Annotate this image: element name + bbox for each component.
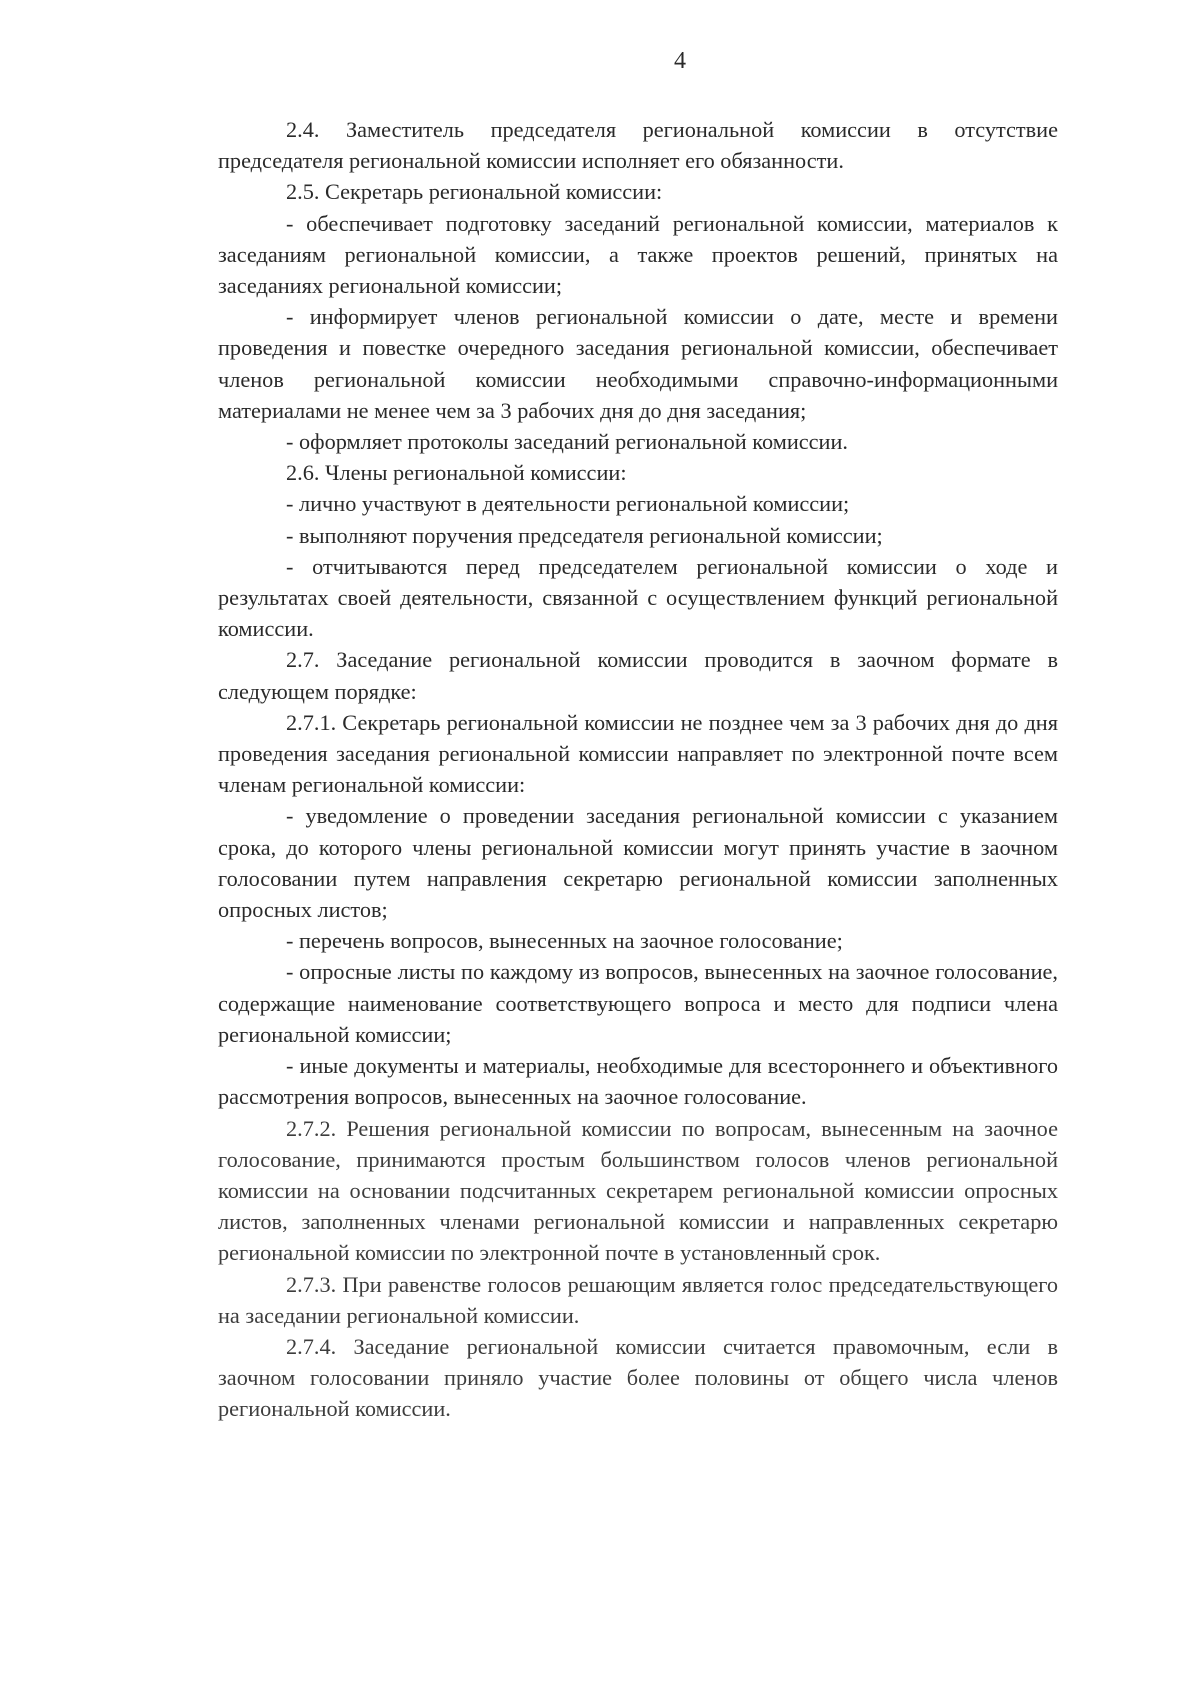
document-body (218, 114, 1058, 1425)
paragraph-2-7-1-item-1: - уведомление о проведении заседания региональной комиссии с указанием срока, до которого члены региональной комиссии могут принять участие в заочном голосовании путем направления секретарю региональной комиссии заполненных опросных листов; (218, 803, 1058, 923)
paragraph-2-6-item-3: - отчитываются перед председателем региональной комиссии о ходе и результатах своей деятельности, связанной с осуществлением функций региональной комиссии. (218, 553, 1058, 642)
page-number: 4 (674, 48, 686, 74)
paragraph-2-4: 2.4. Заместитель председателя региональной комиссии в отсутствие председателя региональной комиссии исполняет его обязанности. (218, 117, 1058, 174)
paragraph-2-7-1-item-2: - перечень вопросов, вынесенных на заочное голосование; (286, 928, 843, 954)
paragraph-2-7-1-item-3: - опросные листы по каждому из вопросов, вынесенных на заочное голосование, содержащие наименование соответствующего вопроса и место для подписи члена региональной комиссии; (218, 959, 1058, 1047)
paragraph-2-7-1-item-4: - иные документы и материалы, необходимые для всестороннего и объективного рассмотрения вопросов, вынесенных на заочное голосование. (218, 1053, 1058, 1110)
paragraph-2-6: 2.6. Члены региональной комиссии: (286, 460, 627, 486)
paragraph-2-5: 2.5. Секретарь региональной комиссии: (286, 179, 663, 205)
paragraph-2-7-1: 2.7.1. Секретарь региональной комиссии не позднее чем за 3 рабочих дня до дня проведения заседания региональной комиссии направляет по электронной почте всем членам региональной комиссии: (218, 709, 1058, 798)
paragraph-2-6-item-2: - выполняют поручения председателя региональной комиссии; (286, 522, 883, 548)
paragraph-2-7-3: 2.7.3. При равенстве голосов решающим является голос председательствующего на заседании региональной комиссии. (218, 1271, 1058, 1328)
paragraph-2-6-item-1: - лично участвуют в деятельности региональной комиссии; (286, 491, 850, 517)
paragraph-2-5-item-2: - информирует членов региональной комиссии о дате, месте и времени проведения и повестке очередного заседания региональной комиссии, обеспечивает членов региональной комиссии необходимыми справочно-информационными материалами не менее чем за 3 рабочих дня до дня заседания; (218, 304, 1058, 423)
paragraph-2-7-2: 2.7.2. Решения региональной комиссии по вопросам, вынесенным на заочное голосование, принимаются простым большинством голосов членов региональной комиссии на основании подсчитанных секретарем региональной комиссии опросных листов, заполненных членами региональной комиссии и направленных секретарю региональной комиссии по электронной почте в установленный срок. (218, 1115, 1058, 1266)
paragraph-2-7: 2.7. Заседание региональной комиссии проводится в заочном формате в следующем порядке: (218, 647, 1058, 704)
paragraph-2-5-item-1: - обеспечивает подготовку заседаний региональной комиссии, материалов к заседаниям региональной комиссии, а также проектов решений, принятых на заседаниях региональной комиссии; (218, 210, 1058, 299)
paragraph-2-5-item-3: - оформляет протоколы заседаний региональной комиссии. (286, 429, 848, 455)
paragraph-2-7-4: 2.7.4. Заседание региональной комиссии считается правомочным, если в заочном голосовании приняло участие более половины от общего числа членов региональной комиссии. (218, 1333, 1058, 1422)
